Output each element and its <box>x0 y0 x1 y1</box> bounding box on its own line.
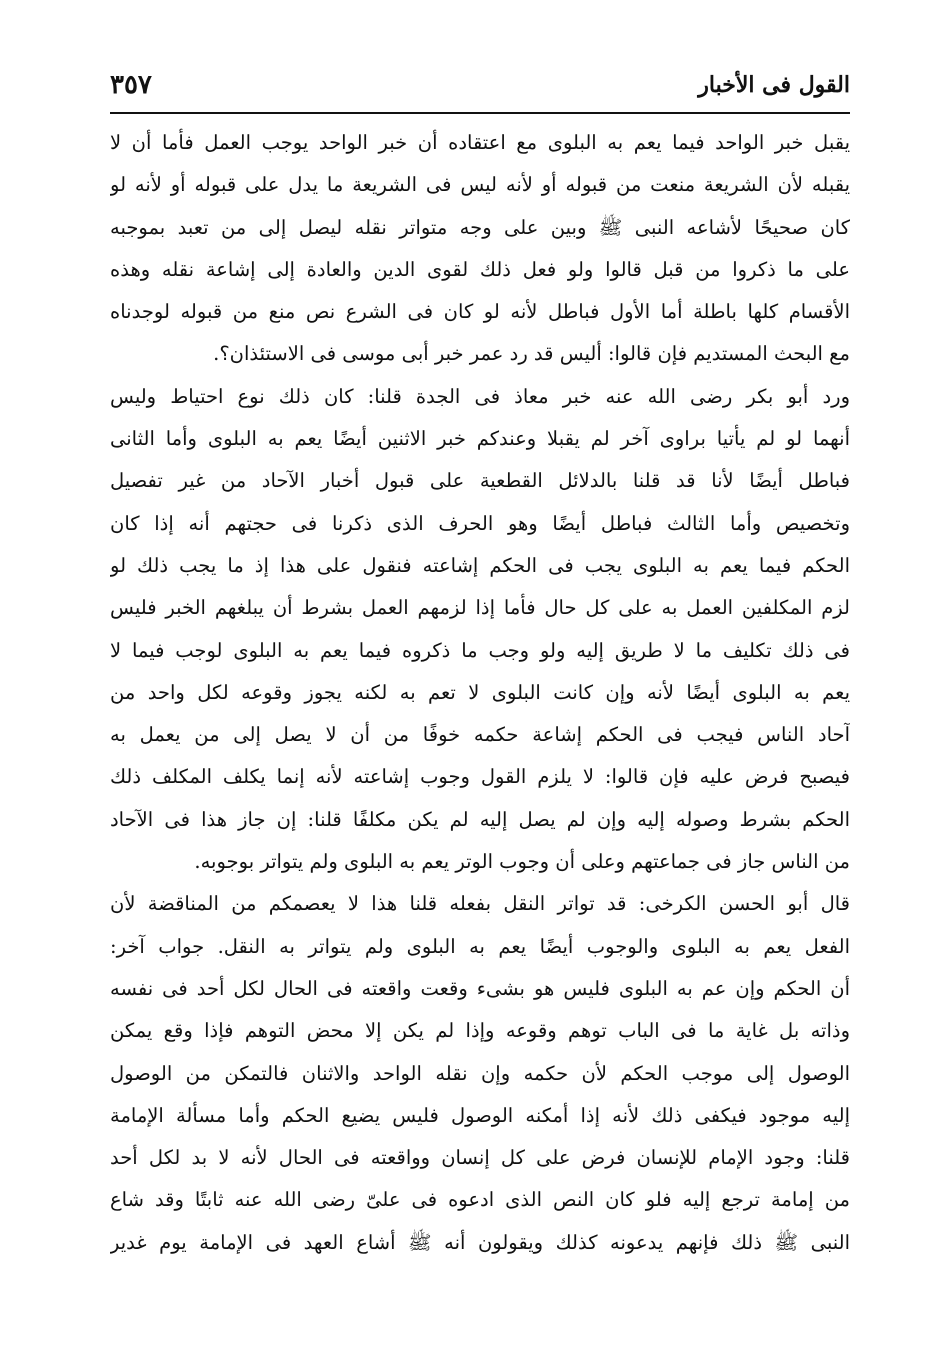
body-text <box>110 122 850 1264</box>
text-line: الحكم بشرط وصوله إليه وإن لم يصل إليه لم يكن مكلفًا قلنا: إن جاز هذا فى الآحاد <box>110 807 850 831</box>
text-line: يقبله لأن الشريعة منعت من قبوله أو لأنه ليس فى الشريعة ما يدل على قبوله أو لأنه لو <box>110 173 850 197</box>
text-line: قلنا: وجود الإمام للإنسان فرض على كل إنسان وواقعته فى الحال لأنه لا بد لكل أحد <box>110 1146 850 1170</box>
text-line: فباطل أيضًا لأنا قد قلنا بالدلائل القطعية على قبول أخبار الآحاد من غير تفصيل <box>110 469 850 493</box>
text-line: على ما ذكروا من قبل قالوا ولو فعل ذلك لقوى الدين والعادة إلى إشاعة نقله وهذه <box>110 257 850 281</box>
text-line: من الناس جاز فى جماعتهم وعلى أن وجوب الوتر يعم به البلوى ولم يتواتر بوجوبه. <box>194 850 850 874</box>
text-line: أن الحكم وإن عم به البلوى فليس هو بشىء وقعت واقعته فى الحال لكل أحد فى نفسه <box>110 976 850 1000</box>
text-line: النبى ﷺ ذلك فإنهم يدعونه كذلك ويقولون أنه ﷺ أشاع العهد فى الإمامة يوم غدير <box>110 1230 850 1254</box>
text-line: ورد أبو بكر رضى الله عنه خبر معاذ فى الجدة قلنا: كان ذلك نوع احتياط وليس <box>110 384 850 408</box>
text-line: مع البحث المستديم فإن قالوا: أليس قد رد عمر خبر أبى موسى فى الاستئذان؟. <box>213 342 850 366</box>
text-line: آحاد الناس فيجب فى الحكم إشاعة حكمه خوفًا من أن لا يصل إلى من يعمل به <box>110 723 850 747</box>
text-line: يعم به البلوى أيضًا لأنه وإن كانت البلوى لا تعم به لكنه يجوز وقوعه لكل واحد من <box>110 680 850 704</box>
text-line: كان صحيحًا لأشاعه النبى ﷺ وبين على وجه متواتر نقله ليصل إلى من تعبد بموجبه <box>110 215 850 239</box>
running-title: القول فى الأخبار <box>698 72 850 98</box>
text-line: فى ذلك تكليف ما لا طريق إليه ولو وجب ما ذكروه فيما يعم به البلوى لوجب فيما لا <box>110 638 850 662</box>
text-line: يقبل خبر الواحد فيما يعم به البلوى مع اعتقاده أن خبر الواحد يوجب العمل فأما أن لا <box>110 131 850 154</box>
header-rule <box>110 112 850 114</box>
text-line: وتخصيص وأما الثالث فباطل أيضًا وهو الحرف الذى ذكرنا فى حجتهم أنه إذا كان <box>110 511 850 535</box>
page-header <box>110 68 850 108</box>
text-line: وذاته بل غاية ما فى الباب توهم وقوعه وإذا لم يكن إلا محض التوهم فإذا وقع يمكن <box>110 1019 850 1043</box>
text-line: لزم المكلفين العمل به على كل حال فأما إذا لزمهم العمل بشرط أن يبلغهم الخبر فليس <box>110 596 850 620</box>
text-line: الوصول إلى موجب الحكم لأن حكمه وإن نقله الواحد والاثنان فالتمكن من الوصول <box>110 1061 850 1085</box>
text-line: الفعل يعم به البلوى والوجوب أيضًا يعم به البلوى ولم يتواتر به النقل. جواب آخر: <box>110 934 850 958</box>
text-line: فيصبح فرض عليه فإن قالوا: لا يلزم القول وجوب إشاعته لأنه إنما يكلف المكلف ذلك <box>110 765 850 789</box>
text-line: قال أبو الحسن الكرخى: قد تواتر النقل بفعله قلنا هذا لا يعصمكم من المناقضة لأن <box>110 892 850 916</box>
text-line: من إمامة ترجع إليه فلو كان النص الذى ادعوه فى علىّ رضى الله عنه ثابتًا وقد شاع <box>110 1188 850 1212</box>
text-line: الحكم فيما يعم به البلوى يجب فى الحكم إشاعته فنقول على هذا إذ ما يجب ذلك لو <box>110 553 850 577</box>
text-line: أنهما لو لم يأتيا براوى آخر لم يقبلا وعندكم خبر الاثنين أيضًا يعم به البلوى وأما الثانى <box>110 427 850 451</box>
text-line: إليه موجود فيكفى ذلك لأنه إذا أمكنه الوصول فليس يضيع الحكم وأما مسألة الإمامة <box>110 1103 850 1127</box>
page-number: ٣٥٧ <box>110 70 152 100</box>
text-line: الأقسام كلها باطلة أما الأول فباطل لأنه لو كان فى الشرع نص منع من قبوله لوجدناه <box>110 300 850 324</box>
